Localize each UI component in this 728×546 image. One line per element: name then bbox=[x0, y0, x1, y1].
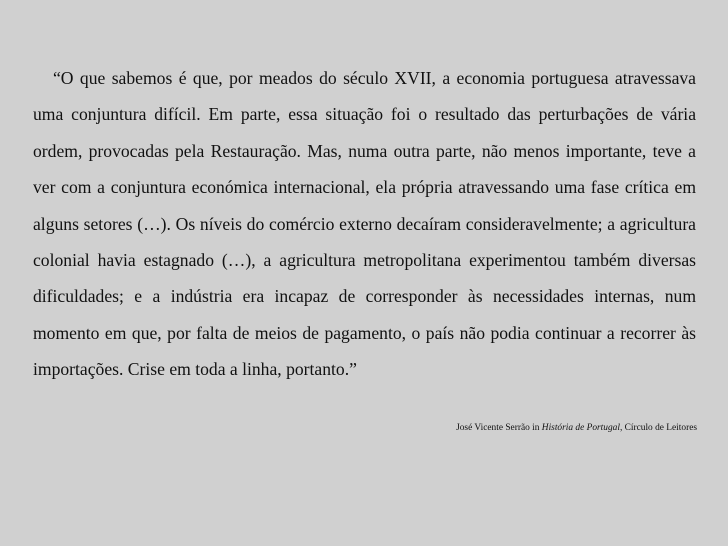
quote-text: “O que sabemos é que, por meados do século XVII, a economia portuguesa atravessava uma conjuntura difícil. Em parte, essa situação foi o resultado das perturbações de vária ordem, provocadas pela Restauração. Mas, numa outra parte, não menos importante, teve a ver com a conjuntura económica internacional, ela própria atravessando uma fase crítica em alguns setores (…). Os níveis do comércio externo decaíram consideravelmente; a agricultura colonial havia estagnado (…), a agricultura metropolitana experimentou também diversas dificuldades; e a indústria era incapaz de corresponder às necessidades internas, num momento em que, por falta de meios de pagamento, o país não podia continuar a recorrer às importações. Crise em toda a linha, portanto.” bbox=[33, 68, 696, 380]
citation-publisher: , Círculo de Leitores bbox=[619, 423, 697, 433]
citation-work-title: História de Portugal bbox=[541, 423, 620, 433]
citation-author: José Vicente Serrão in bbox=[456, 423, 542, 433]
citation bbox=[456, 422, 697, 434]
quote-paragraph bbox=[33, 60, 696, 388]
